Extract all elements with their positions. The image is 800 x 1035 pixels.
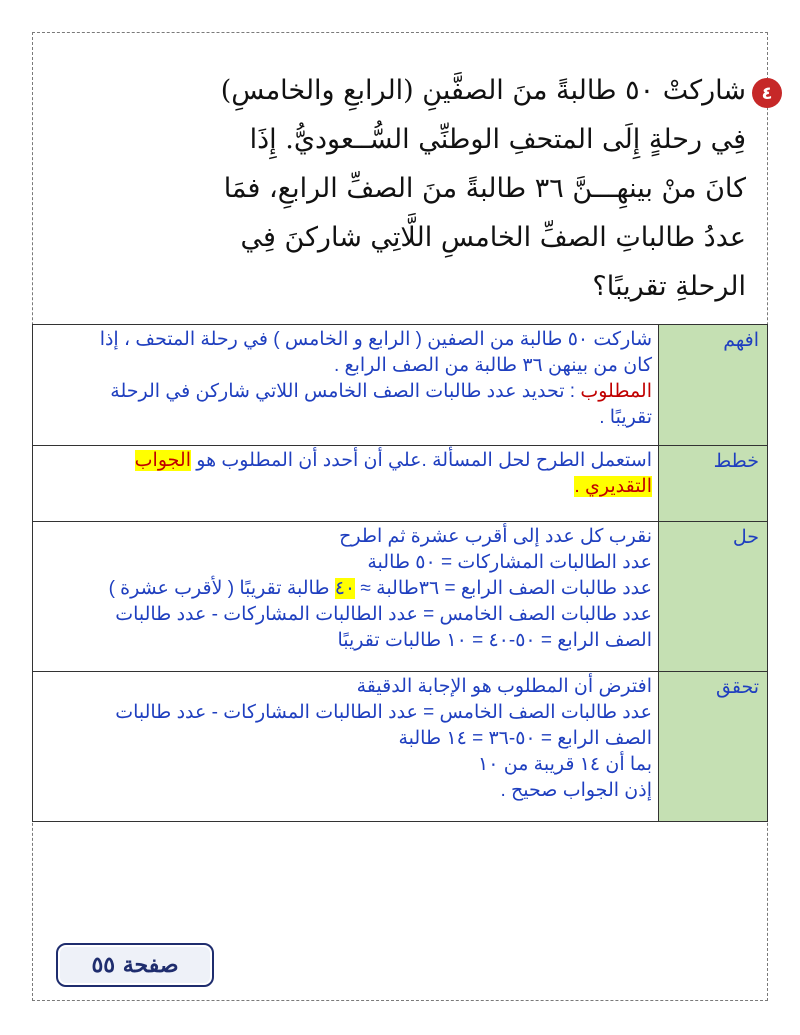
check-line: إذن الجواب صحيح . [500,780,652,801]
step-content-understand [33,325,659,446]
check-line: افترض أن المطلوب هو الإجابة الدقيقة [356,676,652,697]
problem-line: شاركتْ ٥٠ طالبةً منَ الصفَّينِ (الرابعِ والخامسِ) [220,75,746,106]
step-label-solve: حل [659,522,768,672]
solve-line: عدد طالبات الصف الخامس = عدد الطالبات المشاركات - عدد طالبات [115,604,652,625]
step-row-plan [33,446,768,522]
plan-highlight: التقديري . [574,476,652,497]
plan-line [39,474,652,500]
check-line: الصف الرابع = ٥٠-٣٦ = ١٤ طالبة [398,728,652,749]
understand-line: شاركت ٥٠ طالبة من الصفين ( الرابع و الخامس ) في رحلة المتحف ، إذا [99,329,652,350]
understand-required [39,379,652,405]
step-row-solve [33,522,768,672]
step-label-plan: خطط [659,446,768,522]
step-label-understand: افهم [659,325,768,446]
solve-line: عدد الطالبات المشاركات = ٥٠ طالبة [367,552,652,573]
step-content-check [33,672,659,822]
step-content-solve [33,522,659,672]
solve-line: الصف الرابع = ٥٠-٤٠ = ١٠ طالبات تقريبًا [337,630,652,651]
step-row-check [33,672,768,822]
problem-line: عددُ طالباتِ الصفِّ الخامسِ اللَّاتِي شاركنَ فِي [240,222,746,253]
required-label: المطلوب [580,381,652,402]
solve-line [39,576,652,602]
understand-line: كان من بينهن ٣٦ طالبة من الصف الرابع . [333,355,652,376]
check-line: عدد طالبات الصف الخامس = عدد الطالبات المشاركات - عدد طالبات [115,702,652,723]
problem-line: كانَ منْ بينهِـــنَّ ٣٦ طالبةً منَ الصفِّ الرابعِ، فمَا [223,173,746,204]
step-label-check: تحقق [659,672,768,822]
required-text: : تحديد عدد طالبات الصف الخامس اللاتي شاركن في الرحلة [110,381,581,402]
solve-approx: طالبة تقريبًا ( لأقرب عشرة ) [108,578,335,599]
word-problem [66,66,773,311]
step-row-understand [33,325,768,446]
rounded-value-highlight: ٤٠ [334,578,356,599]
page-number-badge: صفحة ٥٥ [56,943,214,987]
check-line: بما أن ١٤ قريبة من ١٠ [478,754,652,775]
understand-line: تقريبًا . [599,407,652,428]
solve-line: نقرب كل عدد إلى أقرب عشرة ثم اطرح [339,526,652,547]
solve-fourth-grade: عدد طالبات الصف الرابع = ٣٦طالبة ≈ [355,578,652,599]
question-number-badge: ٤ [752,78,782,108]
plan-text: استعمل الطرح لحل المسألة .علي أن أحدد أن المطلوب هو [190,450,652,471]
problem-line: الرحلةِ تقريبًا؟ [592,271,746,302]
step-content-plan [33,446,659,522]
problem-line: فِي رحلةٍ إِلَى المتحفِ الوطنِّي السُّــعوديُّ. إِذَا [249,124,746,155]
plan-highlight: الجواب [134,450,191,471]
solution-steps-table [32,324,768,822]
plan-line [39,448,652,474]
